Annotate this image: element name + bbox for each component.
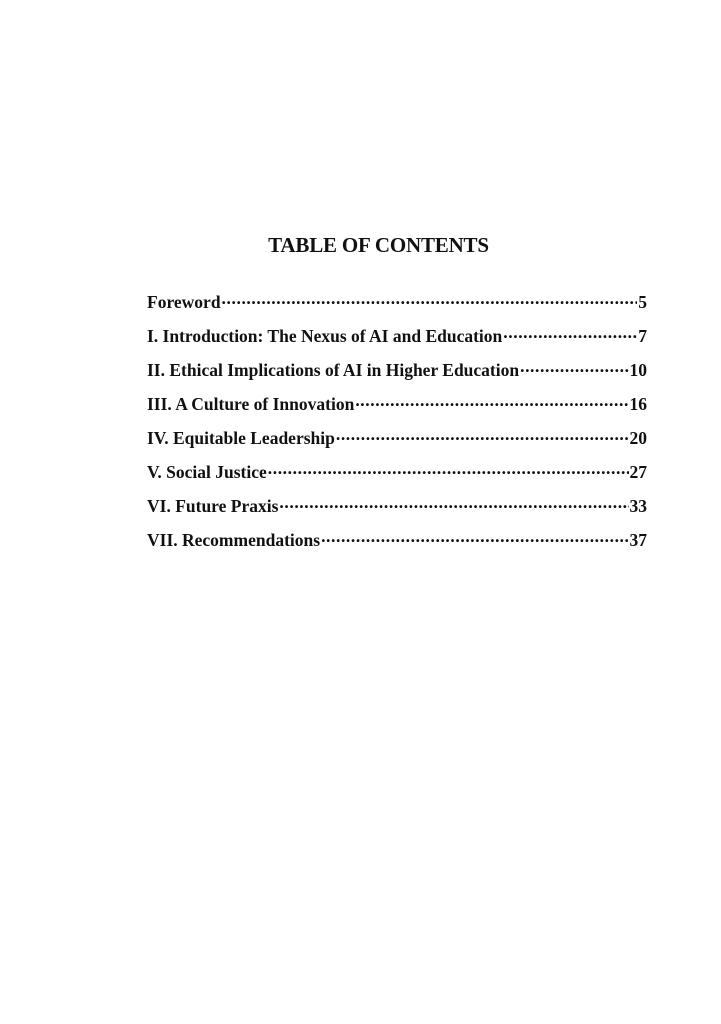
toc-entry-page-number: 5 (638, 291, 647, 312)
dot-leader (222, 290, 638, 308)
toc-entry-label: I. Introduction: The Nexus of AI and Education (147, 325, 503, 346)
dot-leader (268, 460, 629, 478)
toc-entry-page-number: 27 (629, 461, 647, 482)
toc-entry-introduction[interactable] (147, 324, 647, 358)
toc-entry-future-praxis[interactable] (147, 494, 647, 528)
toc-entry-culture-of-innovation[interactable] (147, 392, 647, 426)
toc-list (147, 290, 647, 562)
toc-entry-page-number: 33 (629, 495, 647, 516)
toc-entry-page-number: 20 (629, 427, 647, 448)
toc-entry-label: II. Ethical Implications of AI in Higher Education (147, 359, 520, 380)
dot-leader (279, 494, 628, 512)
dot-leader (520, 358, 628, 376)
toc-entry-page-number: 37 (629, 529, 647, 550)
toc-entry-foreword[interactable] (147, 290, 647, 324)
toc-entry-label: V. Social Justice (147, 461, 267, 482)
toc-entry-label: VI. Future Praxis (147, 495, 279, 516)
toc-entry-label: Foreword (147, 291, 221, 312)
dot-leader (503, 324, 637, 342)
toc-entry-recommendations[interactable] (147, 528, 647, 562)
toc-entry-label: VII. Recommendations (147, 529, 321, 550)
toc-entry-page-number: 7 (638, 325, 647, 346)
toc-entry-equitable-leadership[interactable] (147, 426, 647, 460)
dot-leader (355, 392, 628, 410)
toc-entry-label: IV. Equitable Leadership (147, 427, 335, 448)
toc-entry-page-number: 16 (629, 393, 647, 414)
toc-entry-ethical-implications[interactable] (147, 358, 647, 392)
toc-entry-label: III. A Culture of Innovation (147, 393, 355, 414)
toc-entry-social-justice[interactable] (147, 460, 647, 494)
toc-title: TABLE OF CONTENTS (268, 233, 489, 257)
toc-entry-page-number: 10 (629, 359, 647, 380)
dot-leader (336, 426, 629, 444)
dot-leader (321, 528, 628, 546)
